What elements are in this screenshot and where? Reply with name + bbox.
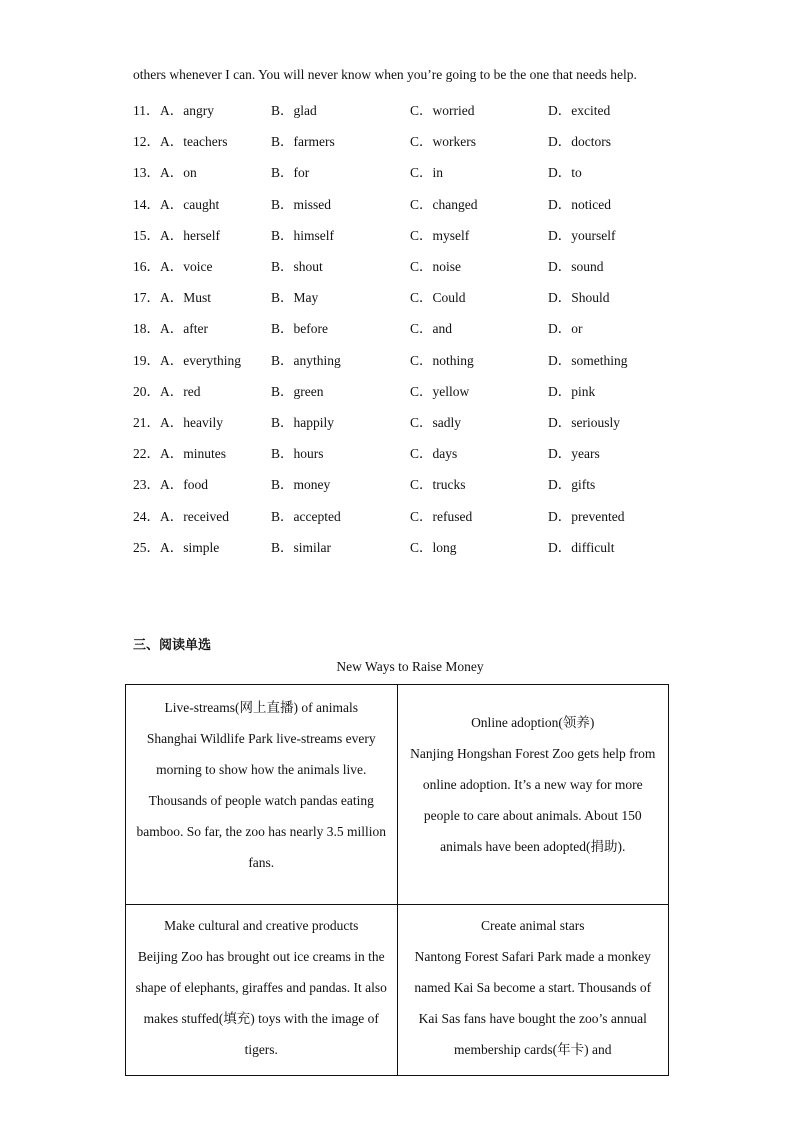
cell-text: Beijing Zoo has brought out ice creams in the shape of elephants, giraffes and pandas. It also makes stuffed(填充) toys with the image of tigers. (135, 949, 387, 1057)
option-b: B．farmers (271, 134, 335, 150)
option-a: A．Must (160, 290, 212, 306)
option-b: B．missed (271, 196, 332, 212)
option-d: D．difficult (548, 539, 615, 555)
cell-title: Live-streams(网上直播) of animals (164, 700, 358, 715)
option-b: B．similar (271, 539, 331, 555)
option-d: D．yourself (548, 227, 616, 243)
option-a: A．minutes (160, 446, 226, 462)
question-number: 21． (133, 415, 160, 430)
option-a: A．heavily (160, 415, 223, 430)
cell-title: Create animal stars (481, 918, 585, 933)
option-b: B．May (271, 290, 319, 306)
option-d: D．prevented (548, 508, 625, 524)
option-a: A．on (160, 165, 197, 181)
question-number: 25． (133, 539, 160, 555)
option-d: D．seriously (548, 415, 620, 430)
cell-text: Nantong Forest Safari Park made a monkey named Kai Sa become a start. Thousands of Kai Sas fans have bought the zoo’s annual membership cards(年卡) and (414, 949, 652, 1057)
question-row (133, 99, 693, 119)
option-a: A．simple (160, 539, 220, 555)
question-row (133, 130, 693, 150)
option-b: B．before (271, 321, 328, 337)
question-row (133, 193, 693, 213)
option-d: D．gifts (548, 477, 596, 493)
option-b: B．green (271, 383, 324, 399)
option-d: D．pink (548, 383, 596, 399)
question-number: 23． (133, 477, 160, 493)
option-c: C．Could (410, 290, 466, 306)
question-number: 11． (133, 103, 160, 118)
option-b: B．himself (271, 227, 334, 243)
option-d: D．something (548, 352, 628, 368)
option-a: A．caught (160, 196, 220, 212)
option-a: A．red (160, 383, 201, 399)
question-number: 19． (133, 352, 160, 368)
option-c: C．worried (410, 103, 475, 118)
option-c: C．trucks (410, 477, 466, 493)
option-b: B．glad (271, 103, 317, 118)
question-row (133, 255, 693, 275)
question-number: 17． (133, 290, 160, 306)
table-cell-animal-stars (397, 905, 669, 1076)
option-b: B．happily (271, 415, 334, 430)
option-c: C．long (410, 539, 457, 555)
option-c: C．changed (410, 196, 478, 212)
option-c: C．nothing (410, 352, 474, 368)
option-a: A．everything (160, 352, 241, 368)
option-c: C．workers (410, 134, 476, 150)
cell-text: Shanghai Wildlife Park live-streams every morning to show how the animals live. Thousands of people watch pandas eating bamboo. So far, the zoo has nearly 3.5 million fans. (136, 731, 387, 870)
question-row (133, 161, 693, 181)
question-row (133, 349, 693, 369)
option-b: B．anything (271, 352, 341, 368)
option-a: A．teachers (160, 134, 228, 150)
option-d: D．Should (548, 290, 610, 306)
option-c: C．and (410, 321, 452, 337)
cell-text: Nanjing Hongshan Forest Zoo gets help from online adoption. It’s a new way for more people to care about animals. About 150 animals have been adopted(捐助). (410, 746, 656, 854)
option-d: D．sound (548, 259, 604, 274)
question-number: 15． (133, 227, 160, 243)
info-table (125, 684, 669, 1076)
option-c: C．noise (410, 259, 462, 274)
option-d: D．noticed (548, 196, 611, 212)
question-number: 22． (133, 446, 160, 462)
table-cell-live-streams (126, 685, 398, 905)
question-number: 20． (133, 383, 160, 399)
passage-title: New Ways to Raise Money (336, 659, 484, 674)
question-row (133, 286, 693, 306)
passage-continuation: others whenever I can. You will never know when you’re going to be the one that needs help. (133, 67, 637, 82)
option-d: D．years (548, 446, 600, 462)
question-row (133, 380, 693, 400)
option-a: A．angry (160, 103, 214, 118)
option-b: B．shout (271, 259, 323, 274)
table-cell-products (126, 905, 398, 1076)
option-c: C．refused (410, 508, 473, 524)
cell-title: Make cultural and creative products (164, 918, 359, 933)
question-row (133, 317, 693, 337)
option-c: C．myself (410, 227, 470, 243)
question-number: 24． (133, 508, 160, 524)
option-a: A．voice (160, 259, 213, 274)
question-row (133, 536, 693, 556)
option-d: D．to (548, 165, 582, 181)
option-a: A．food (160, 477, 208, 493)
question-number: 13． (133, 165, 160, 181)
question-row (133, 473, 693, 493)
option-c: C．yellow (410, 383, 470, 399)
option-c: C．days (410, 446, 458, 462)
option-a: A．received (160, 508, 229, 524)
question-row (133, 411, 693, 431)
option-c: C．sadly (410, 415, 462, 430)
option-b: B．money (271, 477, 331, 493)
question-row (133, 442, 693, 462)
option-b: B．accepted (271, 508, 341, 524)
option-d: D．excited (548, 103, 611, 118)
option-d: D．doctors (548, 134, 611, 150)
table-cell-online-adoption (397, 685, 669, 905)
cell-title: Online adoption(领养) (471, 715, 595, 730)
question-number: 14． (133, 196, 160, 212)
question-number: 18． (133, 321, 160, 337)
question-number: 16． (133, 259, 160, 274)
option-c: C．in (410, 165, 444, 181)
question-row (133, 505, 693, 525)
option-b: B．hours (271, 446, 324, 462)
option-d: D．or (548, 321, 583, 337)
option-a: A．herself (160, 227, 220, 243)
question-number: 12． (133, 134, 160, 150)
question-row (133, 224, 693, 244)
option-b: B．for (271, 165, 310, 181)
section-heading: 三、阅读单选 (133, 638, 212, 653)
option-a: A．after (160, 321, 208, 337)
